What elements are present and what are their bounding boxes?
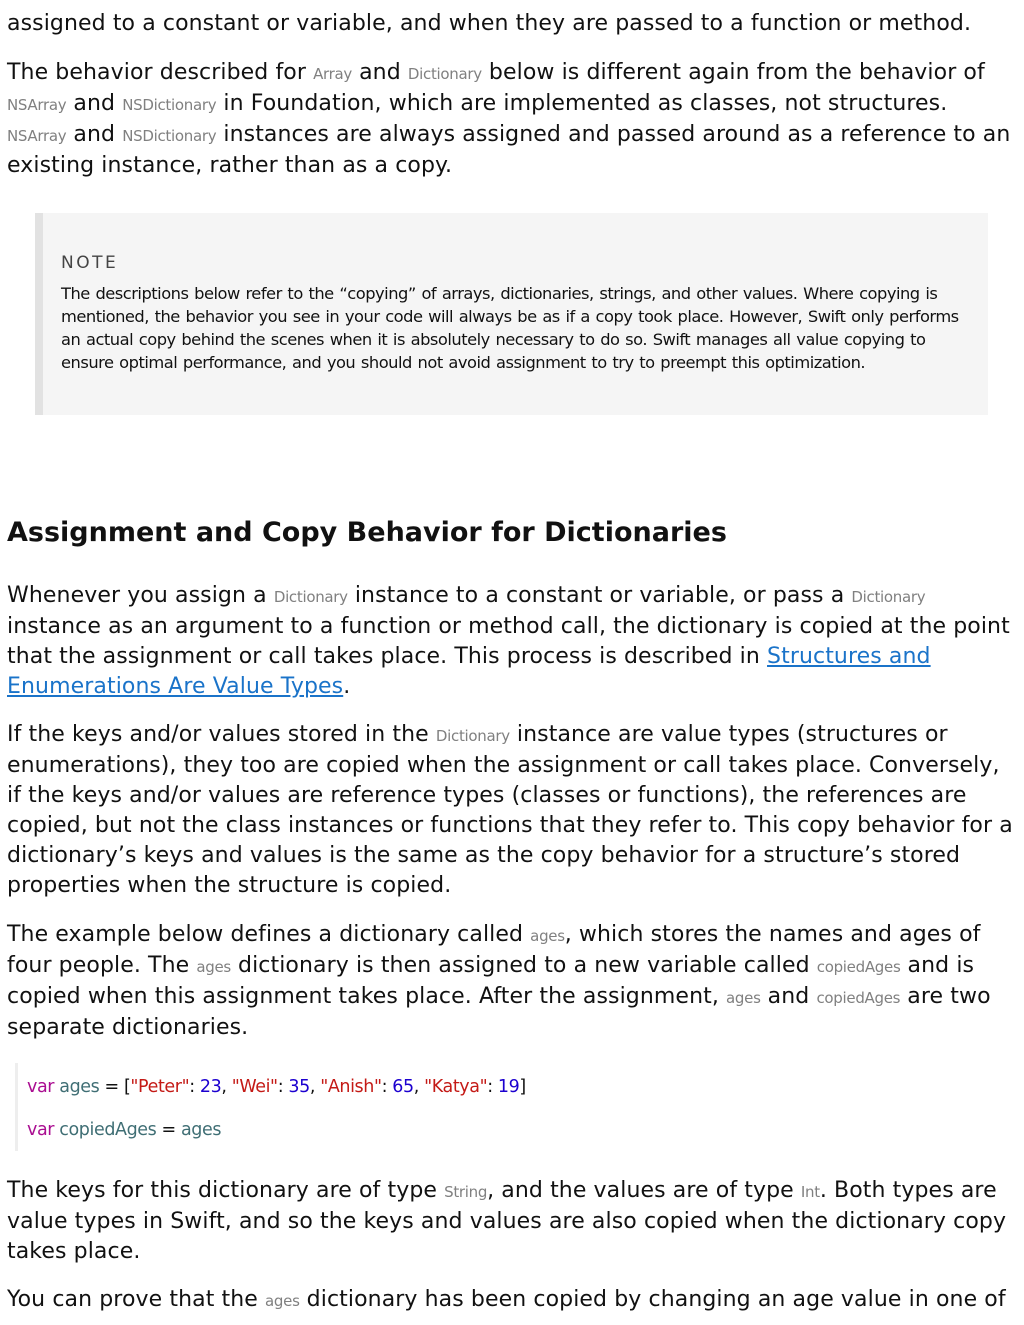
code-punctuation: ,	[221, 1077, 232, 1097]
code-punctuation: :	[277, 1077, 289, 1097]
code-line-1	[27, 1076, 627, 1098]
paragraph-value-types	[7, 720, 1017, 901]
paragraph-dictionary-assignment	[7, 581, 1015, 702]
paragraph-text: The keys for this dictionary are of type	[7, 1178, 445, 1203]
code-string: "Anish"	[320, 1077, 382, 1097]
paragraph-text: You can prove that the	[7, 1287, 266, 1312]
paragraph-text: If the keys and/or values stored in the	[7, 722, 436, 747]
paragraph-text: and is copied when this assignment takes place. After the assignment,	[7, 953, 975, 1009]
inline-code-dictionary: Dictionary	[851, 588, 926, 606]
paragraph-text: dictionary is then assigned to a new variable called	[230, 953, 817, 978]
inline-code-nsarray: NSArray	[7, 127, 67, 145]
paragraph-text: , which stores the names and ages of four people. The	[7, 922, 981, 978]
inline-code-int: Int	[800, 1183, 820, 1201]
code-punctuation: ]	[519, 1077, 526, 1097]
paragraph-text: .	[343, 674, 351, 699]
paragraph-text: The behavior described for	[7, 60, 314, 85]
paragraph-text: are two separate dictionaries.	[7, 984, 991, 1040]
code-string: "Peter"	[130, 1077, 190, 1097]
paragraph-example-intro	[7, 920, 1007, 1043]
paragraph-text: dictionary has been copied by changing an age value in one of	[299, 1287, 1006, 1312]
paragraph-text: below is different again from the behavior of	[481, 60, 985, 85]
code-block	[15, 1063, 627, 1151]
inline-code-array: Array	[313, 65, 352, 83]
code-number: 23	[199, 1077, 222, 1097]
code-punctuation: ,	[413, 1077, 425, 1097]
paragraph-text: assigned to a constant or variable, and when they are passed to a function or method.	[7, 11, 972, 36]
code-number: 19	[497, 1077, 520, 1097]
paragraph-text: instances are always assigned and passed around as a reference to an existing instance, rather than as a copy.	[7, 122, 1011, 178]
paragraph-text: in Foundation, which are implemented as classes, not structures.	[216, 91, 948, 116]
structures-enumerations-link[interactable]: Structures and Enumerations Are Value Types	[7, 644, 931, 699]
note-title: NOTE	[61, 253, 119, 273]
paragraph-text: instance are value types (structures or enumerations), they too are copied when the assignment or call takes place. Conversely, if the keys and/or values are reference types (classes or functions), the references are copied, but not the class instances or functions that they refer to. This copy behavior for a dictionary’s keys and values is the same as the copy behavior for a structure’s stored properties when the structure is copied.	[7, 722, 1013, 898]
paragraph-text: and	[66, 122, 123, 147]
inline-code-dictionary: Dictionary	[435, 727, 510, 745]
code-string: "Katya"	[424, 1077, 488, 1097]
section-heading: Assignment and Copy Behavior for Dictionaries	[7, 517, 727, 548]
paragraph-text: instance as an argument to a function or method call, the dictionary is copied at the point that the assignment or call takes place. This process is described in	[7, 614, 1010, 669]
code-number: 35	[288, 1077, 310, 1097]
inline-code-dictionary: Dictionary	[273, 588, 348, 606]
paragraph-prove-copy	[7, 1285, 1019, 1316]
code-punctuation: =	[156, 1120, 181, 1140]
paragraph-text: and	[760, 984, 817, 1009]
code-punctuation: = [	[99, 1077, 131, 1097]
inline-code-nsarray: NSArray	[7, 96, 67, 114]
code-string: "Wei"	[231, 1077, 278, 1097]
code-identifier: copiedAges	[59, 1120, 157, 1140]
paragraph-text: and	[352, 60, 408, 85]
paragraph-key-types	[7, 1176, 1015, 1267]
inline-code-dictionary: Dictionary	[407, 65, 482, 83]
code-identifier: ages	[180, 1120, 222, 1140]
code-line-2	[27, 1119, 627, 1141]
inline-code-ages: ages	[265, 1292, 300, 1310]
inline-code-string: String	[444, 1183, 488, 1201]
note-box	[35, 213, 988, 415]
paragraph-nsarray-behavior	[7, 58, 1012, 181]
code-punctuation: :	[189, 1077, 200, 1097]
paragraph-text: and	[66, 91, 123, 116]
paragraph-text: The example below defines a dictionary called	[7, 922, 531, 947]
inline-code-ages: ages	[530, 927, 565, 945]
code-punctuation: :	[487, 1077, 498, 1097]
code-keyword: var	[27, 1077, 55, 1097]
inline-code-copiedages: copiedAges	[816, 958, 901, 976]
code-punctuation: :	[381, 1077, 393, 1097]
note-text: The descriptions below refer to the “copying” of arrays, dictionaries, strings, and other values. Where copying is mentioned, the behavior you see in your code will always be as if a copy took place. However, Swift only performs an actual copy behind the scenes when it is absolutely necessary to do so. Swift manages all value copying to ensure optimal performance, and you should not avoid assignment to try to preempt this optimization.	[61, 284, 959, 372]
inline-code-nsdictionary: NSDictionary	[122, 127, 217, 145]
inline-code-nsdictionary: NSDictionary	[122, 96, 217, 114]
paragraph-text: Whenever you assign a	[7, 583, 274, 608]
code-identifier: ages	[59, 1077, 100, 1097]
code-number: 65	[392, 1077, 414, 1097]
paragraph-text: , and the values are of type	[487, 1178, 801, 1203]
code-keyword: var	[27, 1120, 55, 1140]
inline-code-ages: ages	[196, 958, 231, 976]
inline-code-copiedages: copiedAges	[816, 989, 901, 1007]
code-punctuation: ,	[309, 1077, 321, 1097]
paragraph-text: instance to a constant or variable, or pass a	[347, 583, 852, 608]
paragraph-continuation	[7, 9, 1017, 39]
inline-code-ages: ages	[726, 989, 761, 1007]
paragraph-text: . Both types are value types in Swift, and so the keys and values are also copied when the dictionary copy takes place.	[7, 1178, 1007, 1264]
